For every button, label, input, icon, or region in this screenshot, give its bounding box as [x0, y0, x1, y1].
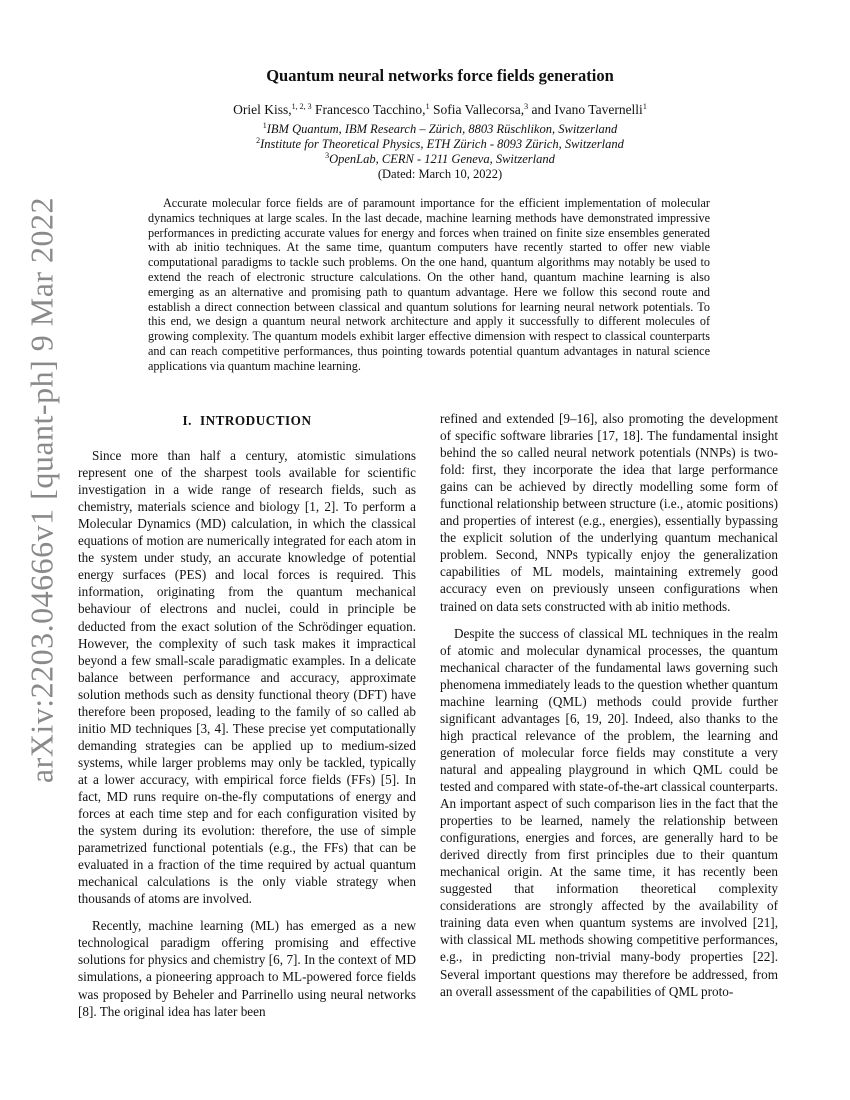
paragraph: Recently, machine learning (ML) has emerged as a new technological paradigm offering promising and effective solutions for physics and chemistry [6, 7]. In the context of MD simulations, a pioneering approach to ML-powered force fields was proposed by Beheler and Parrinello using neural networks [8]. The original idea has later been: [78, 918, 416, 1019]
affiliation-marker: 1: [262, 121, 267, 130]
paragraph: refined and extended [9–16], also promoting the development of specific software libraries [17, 18]. The fundamental insight behind the so called neural network potentials (NNPs) is two-fold: first, they incorporate the idea that large performance gains can be achieved by directly modelling some form of functional relationship between structure (i.e., atomic positions) and properties of interest (e.g., energies), essentially bypassing the explicit solution of the underlying quantum mechanical problem. Second, NNPs typically enjoy the generalization capabilities of ML models, maintaining extremely good accuracy even on previously unseen configurations when trained on data sets constructed with ab initio methods.: [440, 411, 778, 614]
author-name: and Ivano Tavernelli: [531, 102, 643, 117]
right-column: [440, 410, 778, 1000]
author-list: [90, 102, 790, 118]
affiliation-marker: 2: [256, 136, 261, 145]
paper-header: [90, 66, 790, 182]
arxiv-identifier-text: arXiv:2203.04666v1 [quant-ph] 9 Mar 2022: [23, 196, 60, 784]
section-title: INTRODUCTION: [199, 413, 312, 428]
author-name: Francesco Tacchino,: [315, 102, 426, 117]
paragraph: Despite the success of classical ML techniques in the realm of atomic and molecular dynamical processes, the quantum mechanical character of the fundamental laws governing such phenomena immediately leads to the question whether quantum machine learning (QML) methods could provide further significant advantages [6, 19, 20]. Indeed, also thanks to the high practical relevance of the problem, the learning and generation of molecular force fields may constitute a very natural and appealing playground in which QML could be tested and compared with state-of-the-art classical counterparts. An important aspect of such comparison lies in the fact that the properties to be learned, namely the relationship between configurations, energies and forces, are generally hard to be derived directly from first principles due to their quantum mechanical origin. At the same time, it has recently been suggested that information theoretical complexity considerations are strongly affected by the availability of training data even when quantum systems are involved [21], with classical ML methods showing competitive performances, e.g., in predicting non-trivial many-body properties [22]. Several important questions may therefore be addressed, from an overall assessment of the capabilities of QML proto-: [440, 625, 778, 999]
affiliation-text: OpenLab, CERN - 1211 Geneva, Switzerland: [329, 152, 555, 166]
affiliation: [90, 122, 790, 137]
section-number: I.: [182, 413, 192, 428]
affiliation-text: IBM Quantum, IBM Research – Zürich, 8803 Rüschlikon, Switzerland: [266, 122, 618, 136]
author-name: Oriel Kiss,: [233, 102, 292, 117]
affiliation: [90, 152, 790, 167]
author-affil-marker: 1: [425, 102, 430, 111]
affiliation: [90, 137, 790, 152]
abstract: Accurate molecular force fields are of paramount importance for the efficient implementation of molecular dynamics techniques at large scales. In the last decade, machine learning methods have demonstrated impressive performances in predicting accurate values for energy and forces when trained on finite size ensembles generated with ab initio techniques. At the same time, quantum computers have recently started to offer new viable computational paradigms to tackle such problems. On the one hand, quantum algorithms may notably be used to extend the reach of electronic structure calculations. On the other hand, quantum machine learning is also emerging as an alternative and promising path to quantum advantage. Here we follow this second route and establish a direct connection between classical and quantum solutions for learning neural network potentials. To this end, we design a quantum neural network architecture and apply it successfully to different molecules of growing complexity. The quantum models exhibit larger effective dimension with respect to classical counterparts and can reach competitive performances, thus pointing towards potential quantum advantages in natural science applications via quantum machine learning.: [148, 196, 710, 373]
author-affil-marker: 1: [642, 102, 647, 111]
author-affil-marker: 1, 2, 3: [291, 102, 312, 111]
left-column: [78, 410, 416, 1020]
arxiv-identifier: [22, 196, 62, 784]
paragraph: Since more than half a century, atomistic simulations represent one of the sharpest tools available for scientific investigation in a wide range of research fields, such as chemistry, materials science and biology [1, 2]. To perform a Molecular Dynamics (MD) calculation, in which the classical equations of motion are numerically integrated for each atom in the system under study, an accurate knowledge of potential energy surfaces (PES) and local forces is required. This information, originating from the quantum mechanical behaviour of electrons and nuclei, could in principle be deducted from the exact solution of the Schrödinger equation. However, the complexity of such task makes it impractical beyond a few small-scale paradigmatic examples. In a delicate balance between performance and accuracy, approximate solution methods such as density functional theory (DFT) have therefore been proposed, leading to the family of so called ab initio MD techniques [3, 4]. These precise yet computationally demanding strategies can be applied up to medium-sized systems, while larger problems may only be tackled, typically at a lower accuracy, with empirical force fields (FFs) [5]. In fact, MD runs require on-the-fly computations of energy and forces at each time step and for each configuration visited by the system during its evolution: therefore, the use of simple parametrized functional potentials (e.g., the FFs) that can be evaluated in a fraction of the time required by actual quantum mechanical calculations is the only viable strategy when thousands of atoms are involved.: [78, 448, 416, 907]
dated-line: (Dated: March 10, 2022): [377, 167, 503, 181]
section-heading: [78, 412, 416, 429]
author-affil-marker: 3: [524, 102, 529, 111]
affiliation-marker: 3: [325, 151, 330, 160]
author-name: Sofia Vallecorsa,: [432, 102, 525, 117]
paper-title: Quantum neural networks force fields generation: [266, 66, 614, 85]
affiliation-text: Institute for Theoretical Physics, ETH Zürich - 8093 Zürich, Switzerland: [260, 137, 624, 151]
